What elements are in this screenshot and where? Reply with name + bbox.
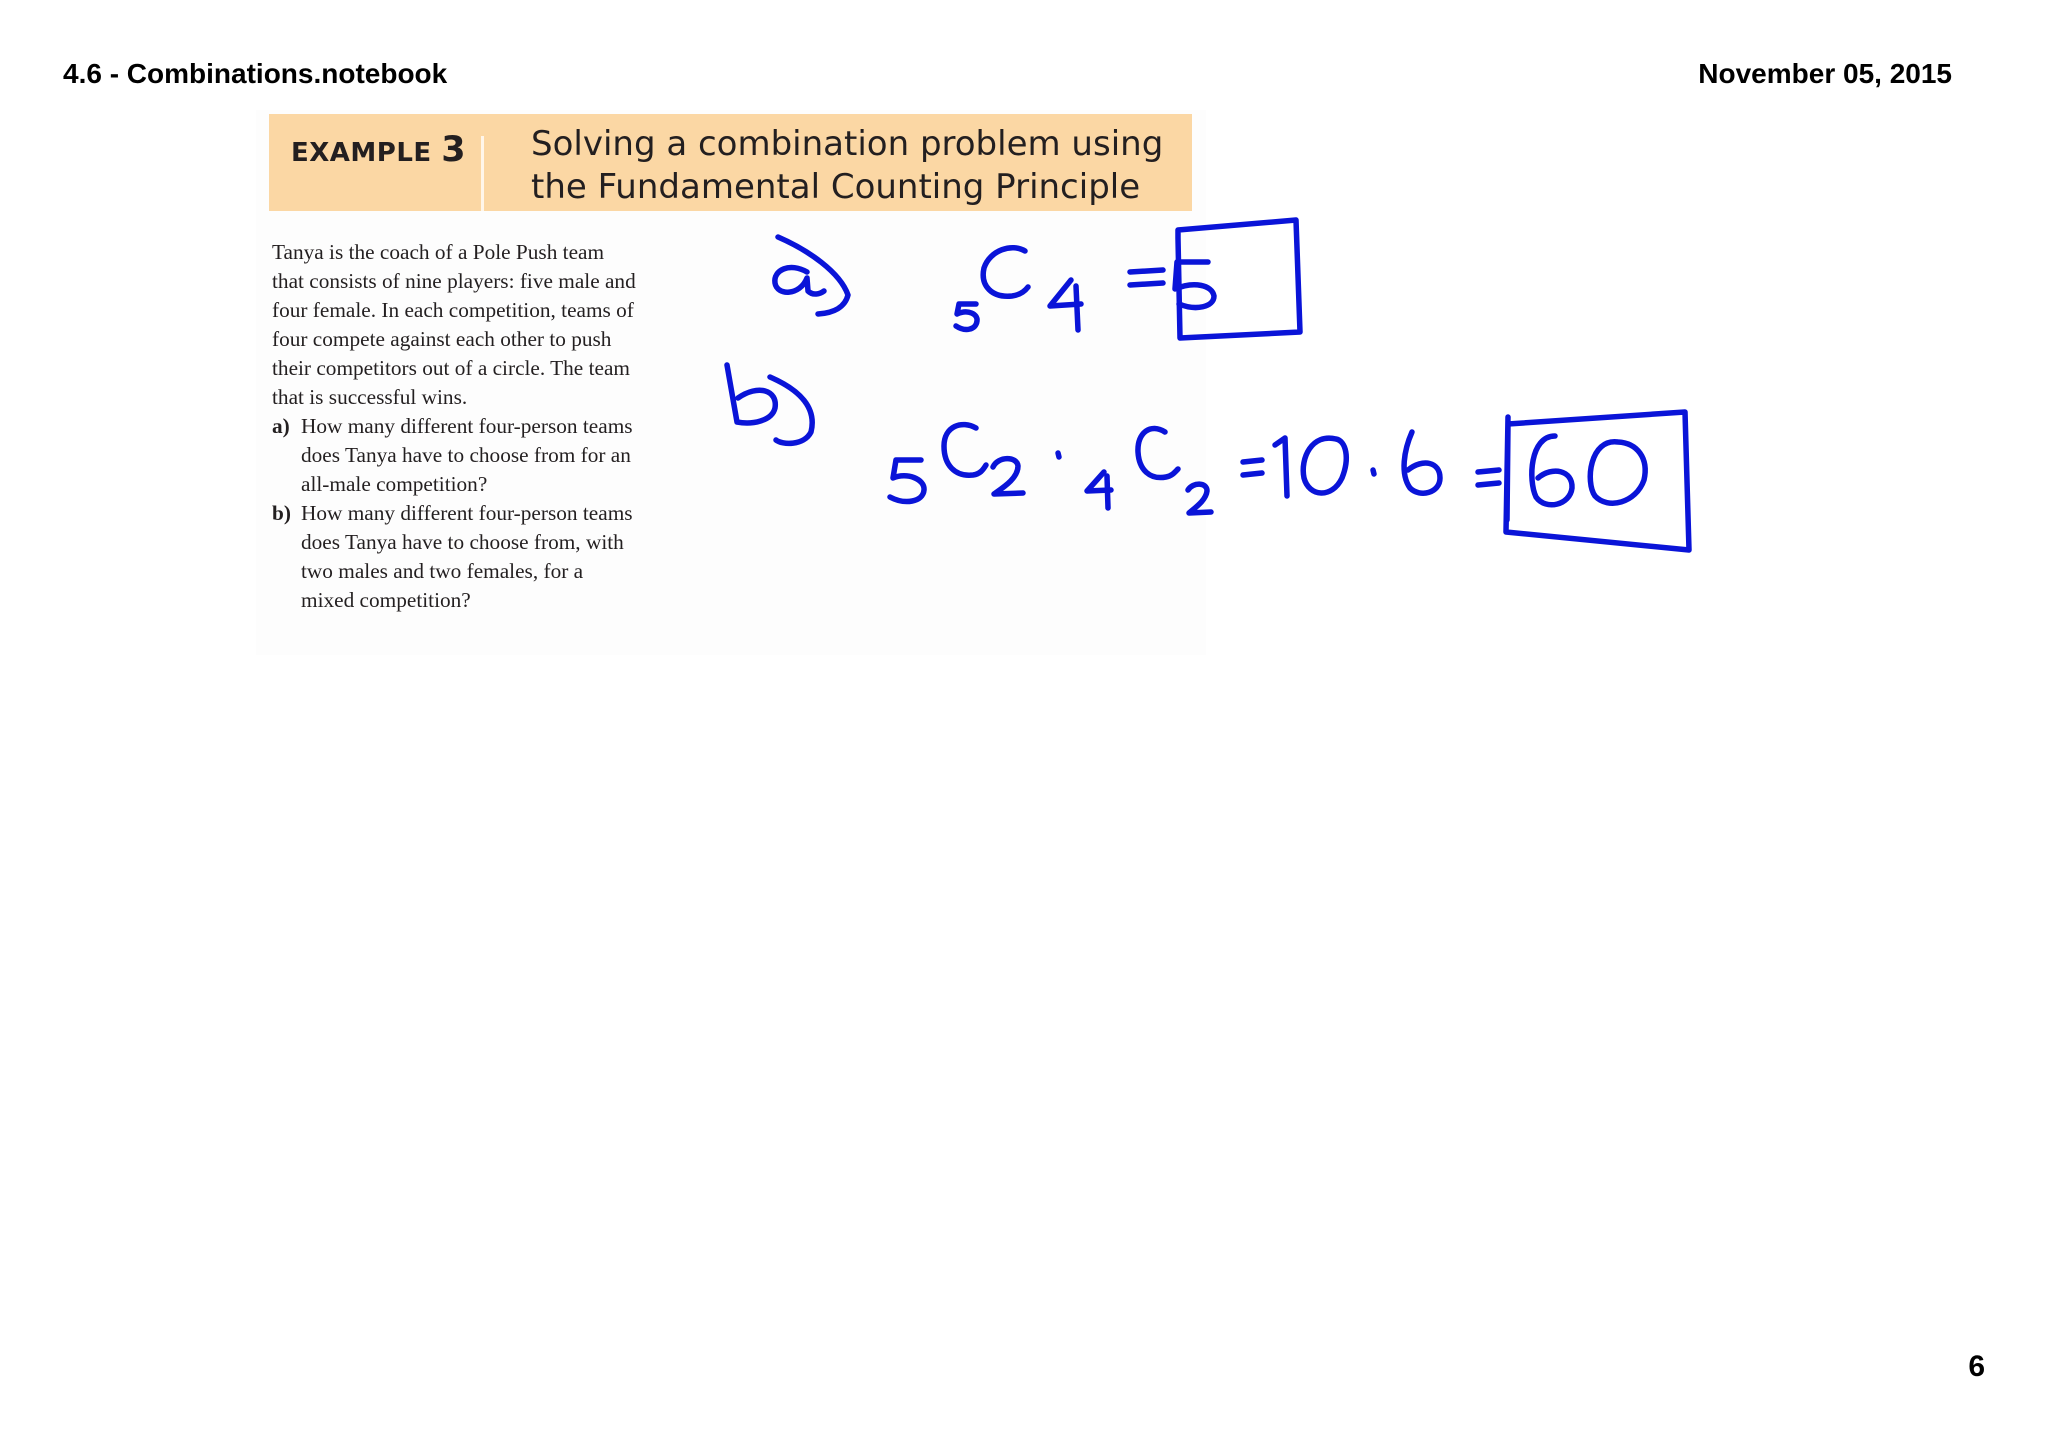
question-list — [272, 412, 637, 615]
question-label: a) — [272, 414, 290, 438]
page-date: November 05, 2015 — [1698, 58, 1952, 89]
question-label: b) — [272, 501, 291, 525]
example-banner — [269, 114, 1192, 211]
textbook-excerpt — [256, 110, 1206, 655]
example-label — [291, 130, 466, 170]
question-text: How many different four-person teams does Tanya have to choose from for an all-male competition? — [301, 414, 633, 496]
example-label-text: EXAMPLE — [291, 138, 432, 168]
example-title: Solving a combination problem using the Fundamental Counting Principle — [531, 124, 1164, 207]
banner-divider — [481, 136, 484, 211]
question-text: How many different four-person teams does Tanya have to choose from, with two males and two females, for a mixed competition? — [301, 501, 633, 612]
question-item — [272, 499, 637, 615]
page-number: 6 — [1968, 1350, 1985, 1383]
problem-statement — [272, 238, 637, 615]
notebook-title: 4.6 - Combinations.notebook — [63, 58, 448, 89]
example-number: 3 — [441, 130, 467, 170]
question-item — [272, 412, 637, 499]
problem-body: Tanya is the coach of a Pole Push team that consists of nine players: five male and four female. In each competition, teams of four compete against each other to push their competitors out of a circle. The team that is successful wins. — [272, 240, 636, 409]
